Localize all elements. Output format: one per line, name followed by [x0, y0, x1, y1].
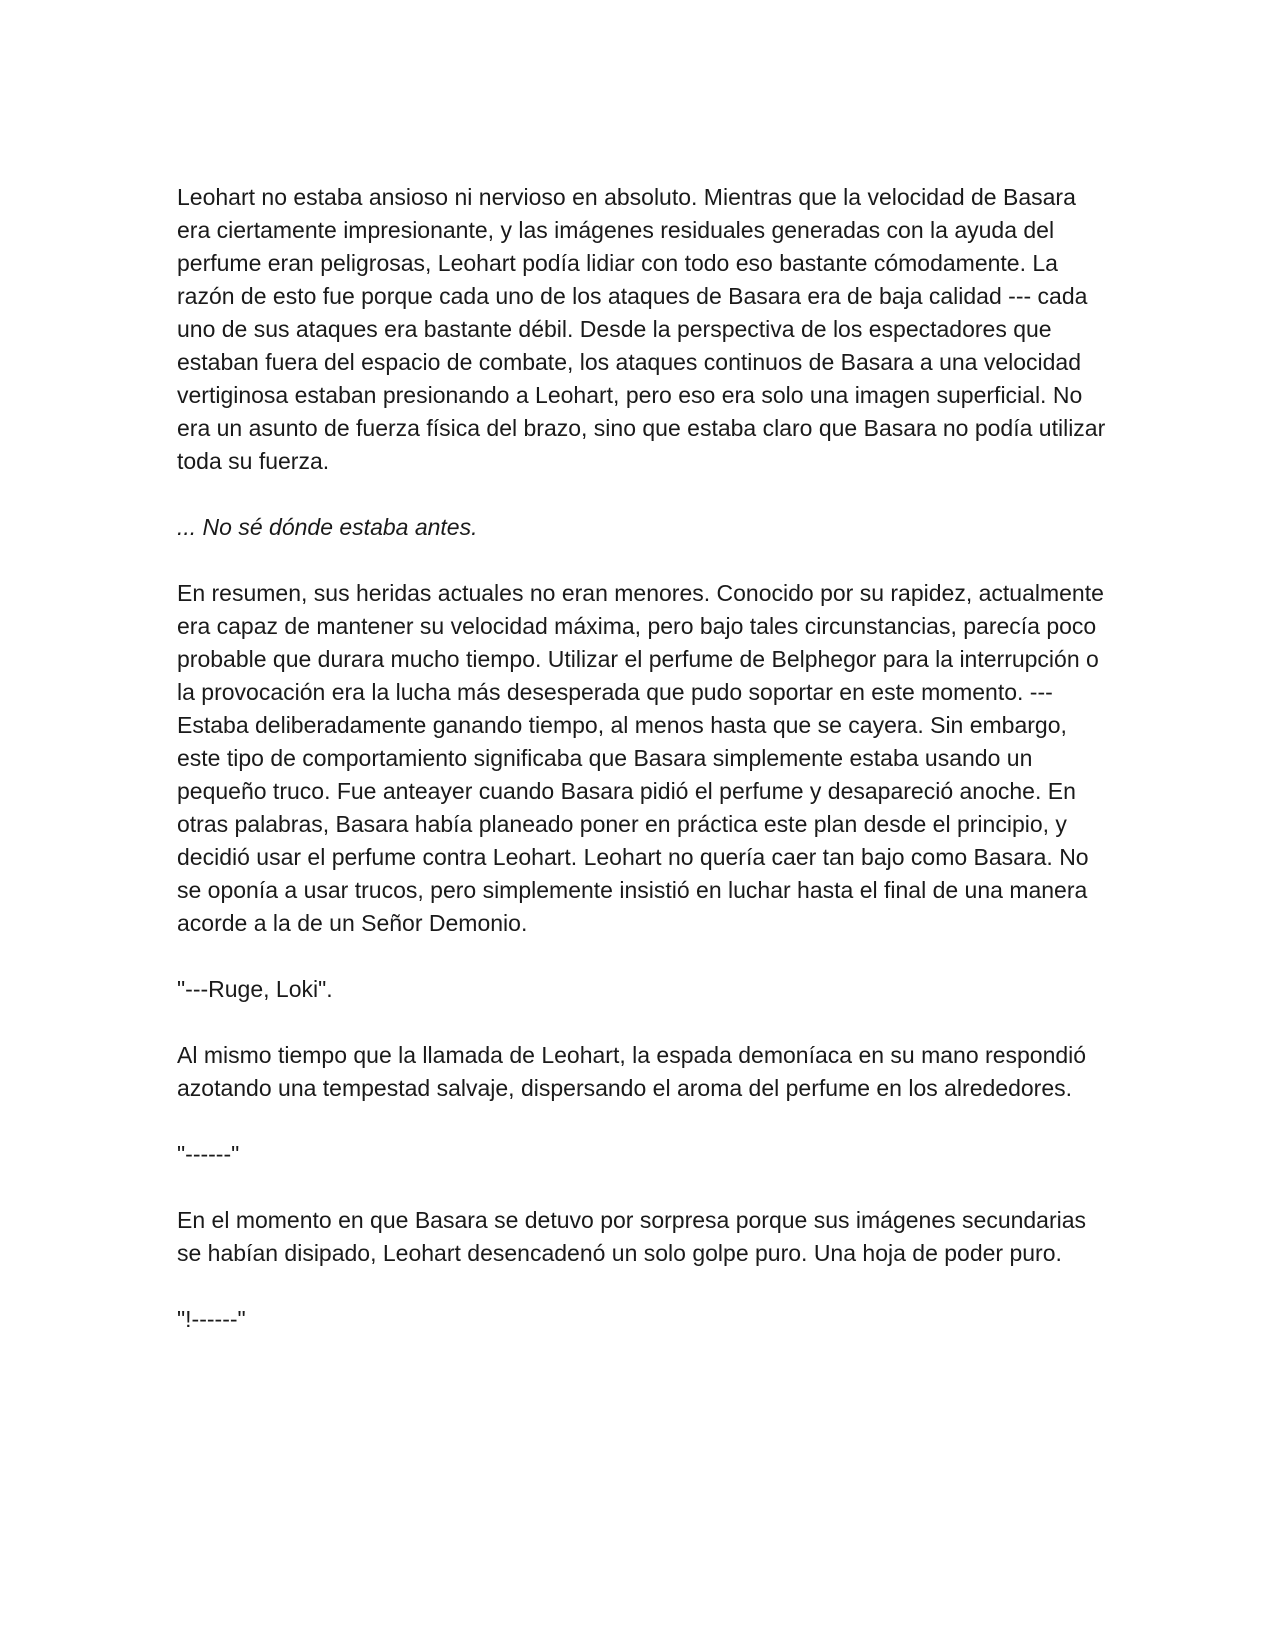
paragraph-summary: En resumen, sus heridas actuales no eran menores. Conocido por su rapidez, actualmente era capaz de mantener su velocidad máxima, pero bajo tales circunstancias, parecía poco probable que durara mucho tiempo. Utilizar el perfume de Belphegor para la interrupción o la provocación era la lucha más desesperada que pudo soportar en este momento. --- Estaba deliberadamente ganando tiempo, al menos hasta que se cayera. Sin embargo, este tipo de comportamiento significaba que Basara simplemente estaba usando un pequeño truco. Fue anteayer cuando Basara pidió el perfume y desapareció anoche. En otras palabras, Basara había planeado poner en práctica este plan desde el principio, y decidió usar el perfume contra Leohart. Leohart no quería caer tan bajo como Basara. No se oponía a usar trucos, pero simplemente insistió en luchar hasta el final de una manera acorde a la de un Señor Demonio. — [177, 580, 1104, 936]
paragraph-roar-loki: "---Ruge, Loki". — [177, 976, 333, 1002]
paragraph-leohart-calm: Leohart no estaba ansioso ni nervioso en absoluto. Mientras que la velocidad de Basara era ciertamente impresionante, y las imágenes residuales generadas con la ayuda del perfume eran peligrosas, Leohart podía lidiar con todo eso bastante cómodamente. La razón de esto fue porque cada uno de los ataques de Basara era de baja calidad --- cada uno de sus ataques era bastante débil. Desde la perspectiva de los espectadores que estaban fuera del espacio de combate, los ataques continuos de Basara a una velocidad vertiginosa estaban presionando a Leohart, pero eso era solo una imagen superficial. No era un asunto de fuerza física del brazo, sino que estaba claro que Basara no podía utilizar toda su fuerza. — [177, 184, 1106, 474]
paragraph-thought: ... No sé dónde estaba antes. — [177, 514, 478, 540]
paragraph-exclamation: "!------" — [177, 1306, 246, 1332]
document-body — [177, 181, 1107, 1369]
paragraph-tempest: Al mismo tiempo que la llamada de Leohart, la espada demoníaca en su mano respondió azotando una tempestad salvaje, dispersando el aroma del perfume en los alrededores. — [177, 1042, 1087, 1101]
paragraph-silence: "------" — [177, 1141, 240, 1167]
paragraph-pure-strike: En el momento en que Basara se detuvo por sorpresa porque sus imágenes secundarias se habían disipado, Leohart desencadenó un solo golpe puro. Una hoja de poder puro. — [177, 1207, 1087, 1266]
